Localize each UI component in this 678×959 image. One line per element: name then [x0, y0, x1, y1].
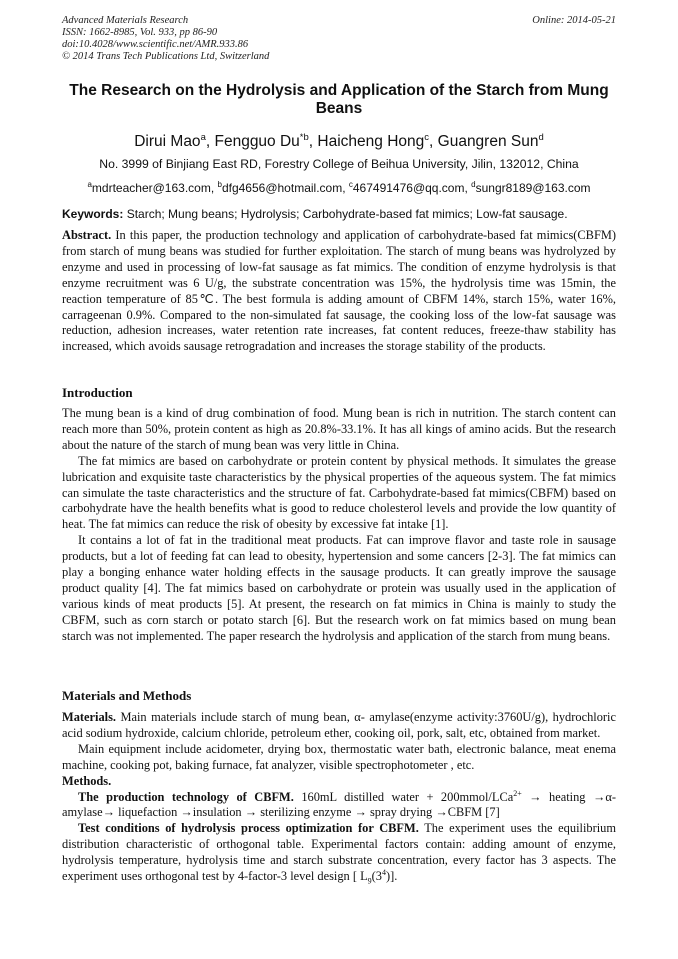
email-mark: b	[217, 180, 222, 189]
author-mark: d	[538, 132, 544, 143]
abstract	[62, 228, 616, 355]
author-mark: *b	[299, 132, 309, 143]
intro-paragraph-1: The mung bean is a kind of drug combination of food. Mung bean is rich in nutrition. The starch content can reach more than 50%, protein content as high as 20.8%-33.1%. It has all kings of amino acids. But the research about the nature of the starch of mung bean was very little in China.	[62, 406, 616, 452]
affiliation: No. 3999 of Binjiang East RD, Forestry College of Beihua University, Jilin, 132012, China	[99, 157, 579, 171]
equipment-text: Main equipment include acidometer, drying box, thermostatic water bath, electronic balance, meat enema machine, cooking pot, baking furnace, fat analyzer, visible spectrophotometer , etc.	[62, 741, 616, 772]
intro-paragraph-3: It contains a lot of fat in the traditional meat products. Fat can improve flavor and taste role in sausage products, but a lot of feeding fat can lead to obesity, hypertension and some cancers [2-3]. The fat mimics can play a bonging enhance water holding effects in the sausage products. It can greatly improve the sausage product quality [4]. The fat mimics based on carbohydrate or protein was usually used in the application of various kinds of meat products [5]. At present, the research on fat mimics in China is mainly to study the CBFM, such as corn starch or potato starch [6]. But the research work on fat mimics based on mung bean starch was not implemented. The paper research the hydrolysis and application of the starch from mung beans.	[62, 533, 616, 643]
author-list: Dirui Mao$^a$, Fengguo Du$^{*b}$, Haicheng Hong$^c$, Guangren Sun$^d$	[134, 132, 544, 151]
abstract-label: Abstract.	[62, 228, 112, 242]
author-name: Guangren Sun	[437, 133, 539, 151]
email-mark: a	[87, 180, 92, 189]
methods-label: Methods.	[62, 773, 112, 788]
issn-line: ISSN: 1662-8985, Vol. 933, pp 86-90	[62, 27, 218, 38]
journal-header	[62, 15, 269, 63]
introduction-heading: Introduction	[62, 385, 133, 400]
online-date: Online: 2014-05-21	[532, 15, 616, 26]
email-address[interactable]: mdrteacher@163.com	[91, 181, 211, 195]
keywords	[62, 207, 616, 221]
email-address[interactable]: dfg4656@hotmail.com	[221, 181, 343, 195]
test-subscript: 9	[367, 876, 372, 886]
keywords-text: Starch; Mung beans; Hydrolysis; Carbohydrate-based fat mimics; Low-fat sausage.	[126, 207, 568, 221]
email-address[interactable]: 467491476@qq.com	[352, 181, 465, 195]
journal-name: Advanced Materials Research	[62, 15, 189, 26]
author-mark: c	[424, 132, 430, 143]
introduction-body	[62, 406, 616, 645]
test-label: Test conditions of hydrolysis process optimization for CBFM.	[78, 821, 419, 836]
test-text-mid: (3	[371, 869, 382, 884]
author-name: Fengguo Du	[214, 133, 300, 151]
production-superscript: 2+	[513, 788, 522, 798]
author-emails: $^a$mdrteacher@163.com, $^b$dfg4656@hotmail.com, $^c$467491476@qq.com, $^d$sungr8189@163.com	[87, 180, 591, 195]
email-mark: c	[348, 180, 353, 189]
methods-body	[62, 710, 616, 885]
author-mark: a	[200, 132, 206, 143]
materials-text: Main materials include starch of mung bean, α- amylase(enzyme activity:3760U/g), hydrochloric acid sodium hydroxide, calcium chloride, petroleum ether, cooking oil, pork, salt, etc, obtained from market.	[62, 710, 616, 740]
test-text: The experiment uses the equilibrium distribution characteristic of orthogonal table. Experimental factors contain: adding amount of enzyme, hydrolysis temperature, hydrolysis time and starch substrate concentration, every factor has 3 aspects. The experiment uses orthogonal test by 4-factor-3 level design [ L	[62, 821, 616, 884]
test-text-end: )].	[385, 869, 398, 884]
email-mark: d	[471, 180, 476, 189]
production-flow: → heating →α-amylase→ liquefaction →insulation → sterilizing enzyme → spray drying →CBFM [7]	[62, 789, 616, 820]
email-address[interactable]: sungr8189@163.com	[475, 181, 591, 195]
keywords-label: Keywords:	[62, 207, 124, 221]
methods-heading: Materials and Methods	[62, 688, 192, 703]
production-text: 160mL distilled water + 200mmol/LCa	[301, 789, 514, 804]
doi-line: doi:10.4028/www.scientific.net/AMR.933.86	[62, 39, 249, 50]
production-label: The production technology of CBFM.	[78, 789, 294, 804]
abstract-text: In this paper, the production technology and application of carbohydrate-based fat mimics(CBFM) from starch of mung beans was studied for further exploitation. The starch of mung beans was hydrolyzed by enzyme and used in processing of low-fat sausage as fat mimics. The condition of enzyme hydrolysis is that enzyme recruitment was 6 U/g, the substrate concentration was 15%, the hydrolysis time was 15min, the reaction temperature of 85℃. The best formula is adding amount of CBFM 14%, starch 15%, water 16%, carrageenan 0.9%. Compared to the non-simulated fat sausage, the cooking loss of the low-fat sausage was reduction, adhesion increases, water retention rate increases, fat content reduces, freeze-thaw stability has increased, which avoids sausage retrogradation and increases the storage stability of the products.	[62, 228, 616, 354]
paper-title: The Research on the Hydrolysis and Application of the Starch from Mung Beans	[69, 82, 609, 117]
copyright-line: © 2014 Trans Tech Publications Ltd, Switzerland	[62, 51, 270, 62]
author-name: Dirui Mao	[134, 133, 201, 151]
intro-paragraph-2: The fat mimics are based on carbohydrate or protein content by physical methods. It simulates the grease lubrication and exquisite taste characteristics by the physical properties of the aqueous system. The fat mimics can simulate the taste characteristics and the structure of fat. Carbohydrate-based fat mimics(CBFM) based on carbohydrate have the health benefits what is good to reduce cholesterol levels and provide the low quantity of heat. The fat mimics can reduce the risk of obesity by excessive fat intake [1].	[62, 453, 616, 532]
test-superscript: 4	[381, 867, 386, 877]
materials-label: Materials.	[62, 710, 117, 724]
author-name: Haicheng Hong	[317, 133, 425, 151]
